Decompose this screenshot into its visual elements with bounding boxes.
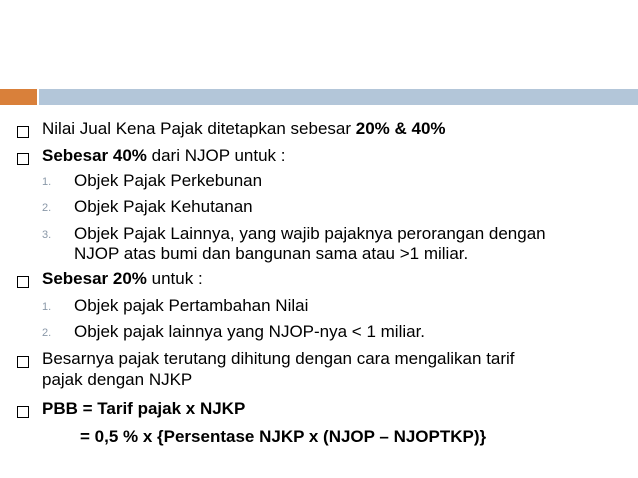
bullet-text: Nilai Jual Kena Pajak ditetapkan sebesar — [42, 119, 356, 138]
bullet-box-icon — [17, 153, 29, 165]
bullet-box-icon — [17, 406, 29, 418]
bullet-text: dari NJOP untuk : — [146, 146, 286, 165]
bullet-box-icon — [17, 126, 29, 138]
list-number: 1. — [42, 301, 52, 313]
bullet-40-percent — [42, 146, 286, 166]
list-number: 3. — [42, 229, 52, 241]
bullet-text: untuk : — [146, 269, 203, 288]
bullet-njkp-rate — [42, 119, 446, 139]
list-item: Objek pajak Pertambahan Nilai — [74, 296, 309, 315]
list-item: Objek Pajak Lainnya, yang wajib pajaknya perorangan dengan — [74, 224, 546, 243]
bullet-text: Besarnya pajak terutang dihitung dengan cara mengalikan tarif — [42, 349, 515, 368]
bullet-bold-text: Sebesar 20% — [42, 269, 147, 288]
list-item: Objek Pajak Perkebunan — [74, 171, 263, 190]
bullet-bold-text: 20% & 40% — [355, 119, 446, 138]
bullet-pbb-formula — [42, 399, 245, 419]
bullet-20-percent — [42, 269, 203, 289]
bullet-text-continuation: pajak dengan NJKP — [42, 370, 193, 389]
list-number: 2. — [42, 202, 52, 214]
bullet-box-icon — [17, 356, 29, 368]
formula-line: = 0,5 % x {Persentase NJKP x (NJOP – NJOPTKP)} — [80, 427, 487, 446]
bullet-box-icon — [17, 276, 29, 288]
bullet-bold-text: PBB = Tarif pajak x NJKP — [42, 399, 246, 418]
list-number: 2. — [42, 327, 52, 339]
list-number: 1. — [42, 176, 52, 188]
bullet-bold-text: Sebesar 40% — [42, 146, 147, 165]
list-item-continuation: NJOP atas bumi dan bangunan sama atau >1 miliar. — [74, 244, 469, 263]
list-item: Objek Pajak Kehutanan — [74, 197, 253, 216]
list-item: Objek pajak lainnya yang NJOP-nya < 1 miliar. — [74, 322, 426, 341]
